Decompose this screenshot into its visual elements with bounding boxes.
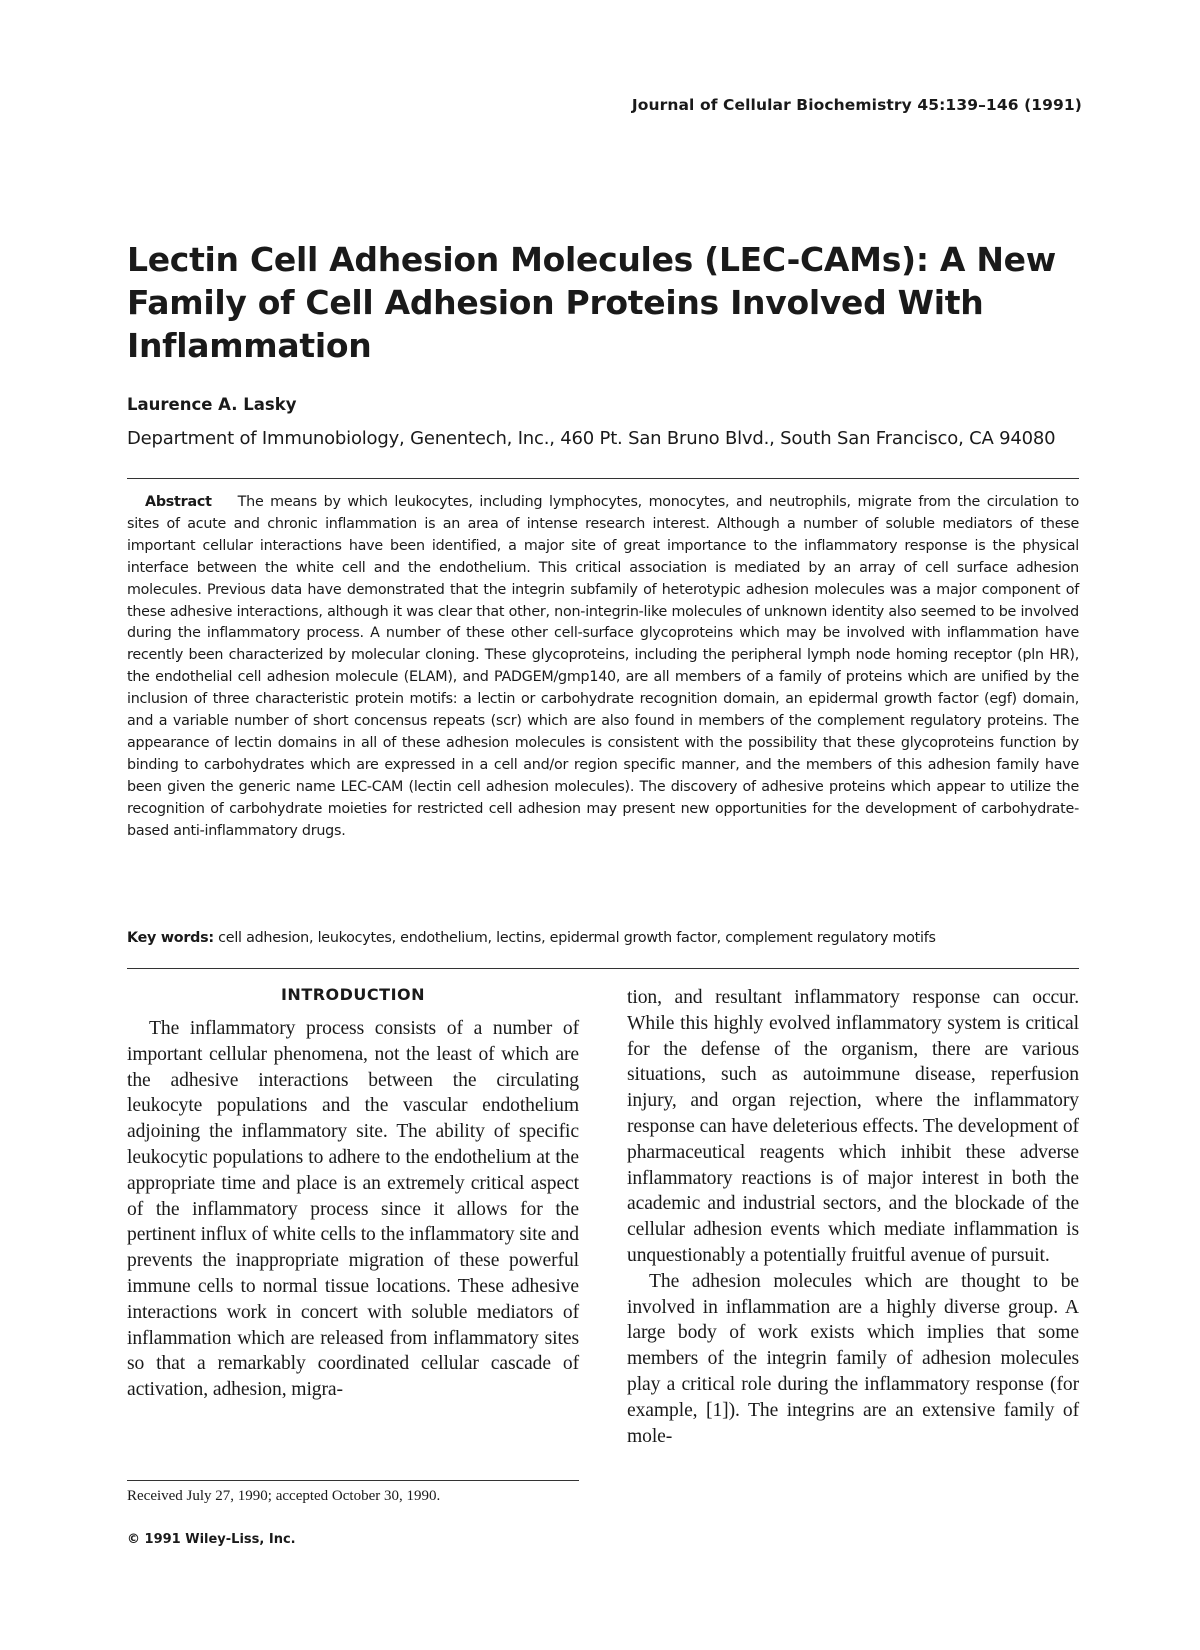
copyright-notice: © 1991 Wiley-Liss, Inc.: [127, 1532, 296, 1547]
divider-body: [127, 968, 1079, 969]
received-date-note: Received July 27, 1990; accepted October 30, 1990.: [127, 1488, 441, 1504]
journal-citation: Journal of Cellular Biochemistry 45:139–146 (1991): [631, 96, 1082, 114]
article-title: Lectin Cell Adhesion Molecules (LEC-CAMs): A New Family of Cell Adhesion Proteins Involved With Inflammation: [127, 240, 1056, 365]
abstract-label: Abstract: [145, 494, 212, 510]
keywords-label: Key words:: [127, 930, 214, 946]
abstract: [127, 492, 1079, 843]
author-affiliation: Department of Immunobiology, Genentech, Inc., 460 Pt. San Bruno Blvd., South San Francisco, CA 94080: [127, 428, 1056, 449]
column-right: [627, 985, 1079, 1449]
footnote-divider: [127, 1480, 579, 1481]
keywords: [127, 930, 1079, 946]
divider-top: [127, 478, 1079, 479]
section-heading-introduction: INTRODUCTION: [280, 985, 426, 1004]
intro-paragraph-2: The adhesion molecules which are thought to be involved in inflammation are a highly diverse group. A large body of work exists which implies that some members of the integrin family of adhesion molecules play a critical role during the inflammatory response (for example, [1]). The integrins are an extensive family of mole-: [627, 1270, 1079, 1447]
author-name: Laurence A. Lasky: [127, 395, 297, 414]
abstract-text: The means by which leukocytes, including lymphocytes, monocytes, and neutrophils, migrate from the circulation to sites of acute and chronic inflammation is an area of intense research interest. Although a number of soluble mediators of these important cellular interactions have been identified, a major site of great importance to the inflammatory response is the physical interface between the white cell and the endothelium. This critical association is mediated by an array of cell surface adhesion molecules. Previous data have demonstrated that the integrin subfamily of heterotypic adhesion molecules was a major component of these adhesive interactions, although it was clear that other, non-integrin-like molecules of unknown identity also seemed to be involved during the inflammatory process. A number of these other cell-surface glycoproteins which may be involved with inflammation have recently been characterized by molecular cloning. These glycoproteins, including the peripheral lymph node homing receptor (pln HR), the endothelial cell adhesion molecule (ELAM), and PADGEM/gmp140, are all members of a family of proteins which are unified by the inclusion of three characteristic protein motifs: a lectin or carbohydrate recognition domain, an epidermal growth factor (egf) domain, and a variable number of short concensus repeats (scr) which are also found in members of the complement regulatory proteins. The appearance of lectin domains in all of these adhesion molecules is consistent with the possibility that these glycoproteins function by binding to carbohydrates which are expressed in a cell and/or region specific manner, and the members of this adhesion family have been given the generic name LEC-CAM (lectin cell adhesion molecules). The discovery of adhesive proteins which appear to utilize the recognition of carbohydrate moieties for restricted cell adhesion may present new opportunities for the development of carbohydrate-based anti-inflammatory drugs.: [127, 494, 1079, 839]
intro-paragraph-continued: tion, and resultant inflammatory response can occur. While this highly evolved inflammatory system is critical for the defense of the organism, there are various situations, such as autoimmune disease, reperfusion injury, and organ rejection, where the inflammatory response can have deleterious effects. The development of pharmaceutical reagents which inhibit these adverse inflammatory reactions is of major interest in both the academic and industrial sectors, and the blockade of the cellular adhesion events which mediate inflammation is unquestionably a potentially fruitful avenue of pursuit.: [627, 987, 1079, 1266]
keywords-text: cell adhesion, leukocytes, endothelium, lectins, epidermal growth factor, complement regulatory motifs: [218, 930, 936, 946]
intro-paragraph-1: The inflammatory process consists of a number of important cellular phenomena, not the least of which are the adhesive interactions between the circulating leukocyte populations and the vascular endothelium adjoining the inflammatory site. The ability of specific leukocytic populations to adhere to the endothelium at the appropriate time and place is an extremely critical aspect of the inflammatory process since it allows for the pertinent influx of white cells to the inflammatory site and prevents the inappropriate migration of these powerful immune cells to normal tissue locations. These adhesive interactions work in concert with soluble mediators of inflammation which are released from inflammatory sites so that a remarkably coordinated cellular cascade of activation, adhesion, migra-: [127, 1018, 579, 1401]
column-left: [127, 985, 579, 1403]
